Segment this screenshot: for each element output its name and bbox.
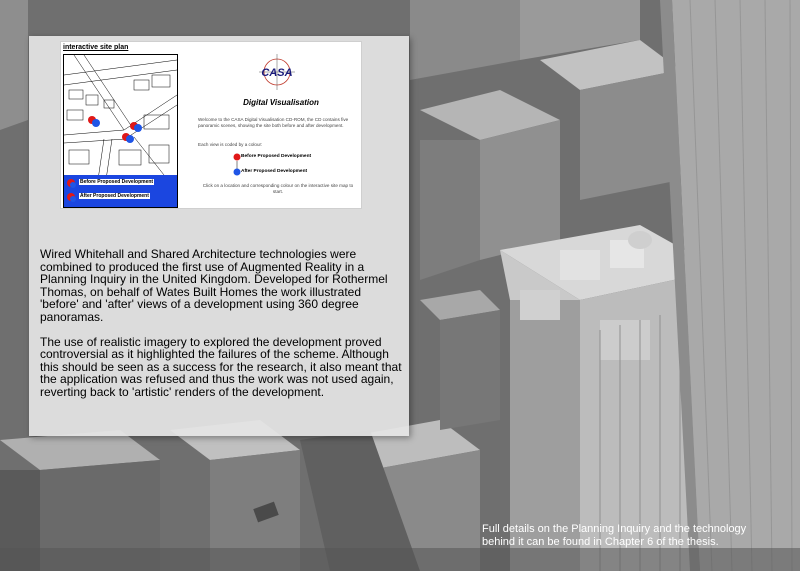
interactive-site-map[interactable] xyxy=(63,54,178,208)
footer-note: Full details on the Planning Inquiry and the technology behind it can be found in Chapter 6 of the thesis. xyxy=(482,523,747,548)
body-text xyxy=(40,248,402,411)
body-paragraph-1: Wired Whitehall and Shared Architecture technologies were combined to produced the first use of Augmented Reality in a Planning Inquiry in the United Kingdom. Developed for Rothermel Thomas, on behalf of Wates Built Homes the work illustrated 'before' and 'after' views of a development using 360 degree panoramas. xyxy=(40,247,388,324)
cd-heading: Digital Visualisation xyxy=(243,98,319,107)
description-panel xyxy=(29,36,409,436)
body-paragraph-2: The use of realistic imagery to explored the development proved controversial as it highlighted the failures of the scheme. Although this should be seen as a success for the research, it also meant that the application was refused and thus the work was not used again, reverting back to 'artistic' renders of the development. xyxy=(40,334,402,399)
site-plan-title: interactive site plan xyxy=(63,44,129,51)
map-legend-before[interactable]: Before Proposed Development xyxy=(80,179,154,185)
cd-legend-before[interactable]: Before Proposed Development xyxy=(241,154,312,159)
cd-click-instruction: Click on a location and corresponding colour on the interactive site map to start. xyxy=(202,183,354,194)
cd-legend-after[interactable]: After Proposed Development xyxy=(241,169,308,174)
cd-rom-screenshot xyxy=(60,41,362,209)
casa-logo xyxy=(257,52,297,92)
map-legend-markers xyxy=(66,177,78,205)
cd-intro-text: Welcome to the CASA Digital Visualisation CD-ROM, the CD contains five panoramic scenes, showing the site both before and after development. xyxy=(198,117,349,128)
map-legend-after[interactable]: After Proposed Development xyxy=(80,193,149,199)
casa-logo-text: CASA xyxy=(261,67,293,79)
cd-coded-label: Each view is coded by a colour: xyxy=(198,142,263,147)
map-legend xyxy=(64,175,177,207)
